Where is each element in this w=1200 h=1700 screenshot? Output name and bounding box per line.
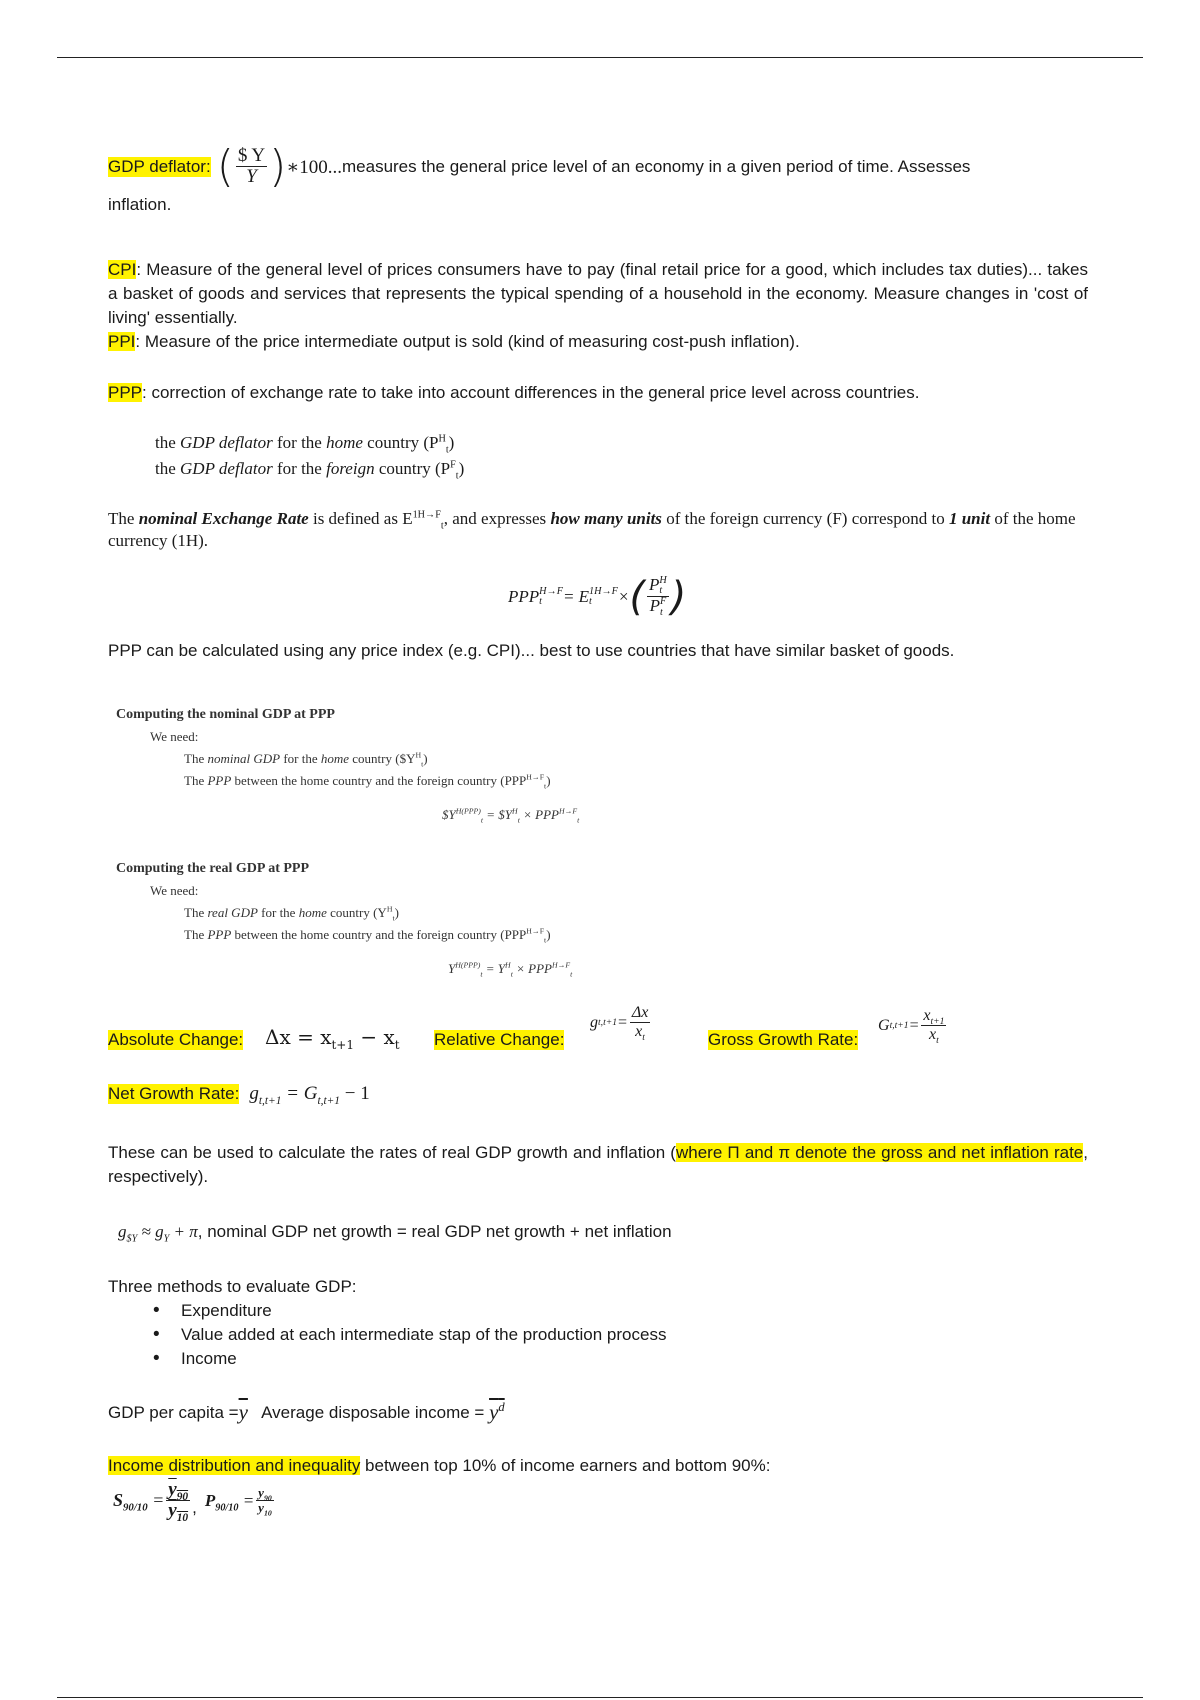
net-growth-label: Net Growth Rate: <box>108 1084 240 1103</box>
cpi-label: CPI <box>108 260 137 279</box>
real-ppp-line2: The PPP between the home country and the foreign country $(PPP^{H\to F}_t)$ <box>184 926 551 945</box>
per-capita-row: GDP per capita = $\overline{y}$ Average disposable income = $y^d$ <box>108 1400 505 1424</box>
rates-paragraph: These can be used to calculate the rates of real GDP growth and inflation (where Π and π denote the gross and net inflation rate, respectively). <box>108 1143 1088 1186</box>
net-growth-formula: $g_{t,t+1} = G_{t,t+1} - 1$ <box>249 1083 370 1107</box>
gdp-deflator-label: GDP deflator <box>108 157 206 176</box>
ppp-section <box>108 381 1108 405</box>
inflation-note-highlight: where Π and π denote the gross and net inflation rate <box>675 1143 1084 1162</box>
real-ppp-formula: $Y^{H(PPP)}_t = Y^H_t \times PPP^{H\to F}_t$ <box>448 960 573 979</box>
header-rule <box>57 57 1143 58</box>
ppp-text: : correction of exchange rate to take into account differences in the general price level across countries. <box>142 383 920 402</box>
ppp-label: PPP <box>108 383 143 402</box>
gdp-methods <box>108 1275 1008 1371</box>
gdp-deflator-text: measures the general price level of an economy in a given period of time. Assesses <box>342 157 971 176</box>
gdp-deflator-cont: inflation. <box>108 195 172 214</box>
inequality-label: Income distribution and inequality <box>108 1456 361 1475</box>
deflator-definitions <box>155 430 464 482</box>
nominal-ppp-formula: $\$Y^{H(PPP)}_t$ = $\$Y^H_t \times PPP^{H\to F}_t$ <box>442 806 580 825</box>
real-ppp-line1: The real GDP for the home country $(Y^H_t)$ <box>184 904 399 923</box>
right-paren: ) <box>269 141 287 192</box>
gdp-deflator-colon: : <box>205 157 211 176</box>
list-item: • Value added at each intermediate stap of the production process <box>108 1323 1008 1347</box>
inequality-formulas: $S_{90/10}$ = $\frac{y_{90}}{y_{10}}$ , $P_{90/10}$ = $\frac{y_{90}}{y_{10}}$ <box>113 1479 272 1524</box>
foreign-deflator-def: the GDP deflator for the foreign country $(P^F_t)$ <box>155 459 465 482</box>
nominal-ppp-title: Computing the nominal GDP at PPP <box>116 707 335 722</box>
gdp-deflator-denominator: Y <box>246 166 257 188</box>
gdp-deflator-mult: ∗100... <box>286 156 342 178</box>
nominal-ppp-block <box>116 704 579 826</box>
list-item: • Income <box>108 1347 1008 1371</box>
ppi-text: : Measure of the price intermediate output is sold (kind of measuring cost-push inflation). <box>135 332 800 351</box>
ppp-formula: PPP H→F t = E 1H→F t × ( P H t P F t ) <box>508 573 687 620</box>
ppp-paragraph <box>108 381 1108 405</box>
nominal-ppp-need: We need: <box>150 729 199 744</box>
gdp-deflator-fraction <box>236 146 267 188</box>
real-ppp-need: We need: <box>150 883 199 898</box>
gross-growth-formula: G t,t+1 = $\frac{x_{t+1}}{x_t}$ <box>878 1007 945 1046</box>
net-growth-row <box>108 1083 370 1105</box>
methods-list <box>108 1299 1008 1371</box>
cpi-section <box>108 258 1088 354</box>
nominal-ppp-line2: The PPP between the home country and the foreign country $(PPP^{H\to F}_t)$ <box>184 772 551 791</box>
list-item: • Expenditure <box>108 1299 1008 1323</box>
absolute-change-formula: $\Delta x = x_{t+1} - x_t$ <box>265 1025 400 1052</box>
changes-row <box>108 1005 1108 1065</box>
gross-growth-label: Gross Growth Rate: <box>708 1030 859 1049</box>
methods-title: Three methods to evaluate GDP: <box>108 1277 357 1296</box>
gdp-deflator-numerator: $ Y <box>237 145 266 167</box>
ppp-ratio: P H t P F t <box>649 575 667 618</box>
left-paren: ( <box>216 141 234 192</box>
real-ppp-title: Computing the real GDP at PPP <box>116 861 310 876</box>
relative-change-formula: g t,t+1 = $\frac{\Delta x}{x_t}$ <box>590 1004 649 1043</box>
relative-change-label: Relative Change: <box>434 1030 565 1049</box>
cpi-paragraph <box>108 258 1088 330</box>
exchange-rate-definition: The nominal Exchange Rate is defined as $E^{1H\to F}_t$, and expresses how many units of the foreign currency (F) correspond to 1 unit of the home currency (1H). <box>108 509 1076 550</box>
absolute-change-label: Absolute Change: <box>108 1030 244 1049</box>
ppp-note: PPP can be calculated using any price index (e.g. CPI)... best to use countries that have similar basket of goods. <box>108 641 955 660</box>
gdp-deflator-section <box>108 141 1088 217</box>
home-deflator-def: the GDP deflator for the home country $(P^H_t)$ <box>155 433 455 456</box>
cpi-text: : Measure of the general level of prices consumers have to pay (final retail price for a good, which includes tax duties)... takes a basket of goods and services that represents the typical spending of a household in the economy. Measure changes in 'cost of living' essentially. <box>108 260 1088 327</box>
inequality-section: Income distribution and inequality between top 10% of income earners and bottom 90%: <box>108 1456 771 1475</box>
nominal-ppp-line1: The nominal GDP for the home country $(\$Y^H_t)$ <box>184 750 428 769</box>
ppi-paragraph <box>108 330 1088 354</box>
growth-equation: $g_{\$Y} \approx g_Y + \pi$ , nominal GDP net growth = real GDP net growth + net inflation <box>118 1222 672 1245</box>
ppi-label: PPI <box>108 332 136 351</box>
footer-rule <box>57 1697 1143 1698</box>
real-ppp-block <box>116 858 572 980</box>
